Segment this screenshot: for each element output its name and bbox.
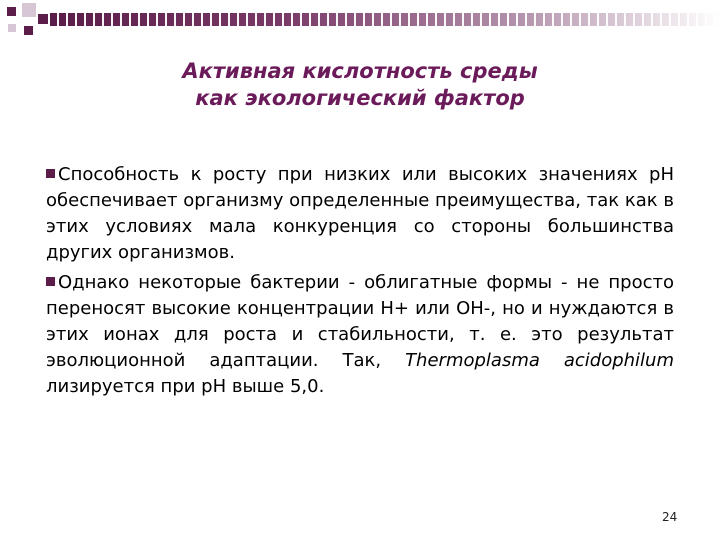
header-decoration [0,0,720,48]
square-bullet-icon [46,169,55,178]
bullet-paragraph-1 [46,162,674,266]
slide-title [0,58,720,112]
paragraph-text: Способность к росту при низких или высоких значениях рН обеспечивает организму определенные преимущества, так как в этих условиях мала конкуренция со стороны большинства других организмов. [46,164,674,263]
gradient-stripe [50,13,720,26]
square-bullet-icon [46,277,55,286]
paragraph-text-end: лизируется при pH выше 5,0. [46,376,325,397]
decor-square [38,14,48,24]
paragraph-text: Однако некоторые бактерии - облигатные формы - не просто переносят высокие концентрации Н+ или ОН-, но и нуждаются в этих ионах для роста и стабильности, т. е. это результат эволюционной адаптации. Так, [46,272,674,371]
decor-square [22,3,36,17]
species-name: Thermoplasma acidophilum [405,350,674,371]
title-line-2: как экологический фактор [195,86,525,110]
decor-square [24,26,33,35]
decor-square [8,24,16,32]
decor-square [7,7,16,16]
page-number: 24 [662,510,678,524]
slide-body [46,162,674,404]
title-line-1: Активная кислотность среды [182,59,538,83]
bullet-paragraph-2 [46,270,674,400]
